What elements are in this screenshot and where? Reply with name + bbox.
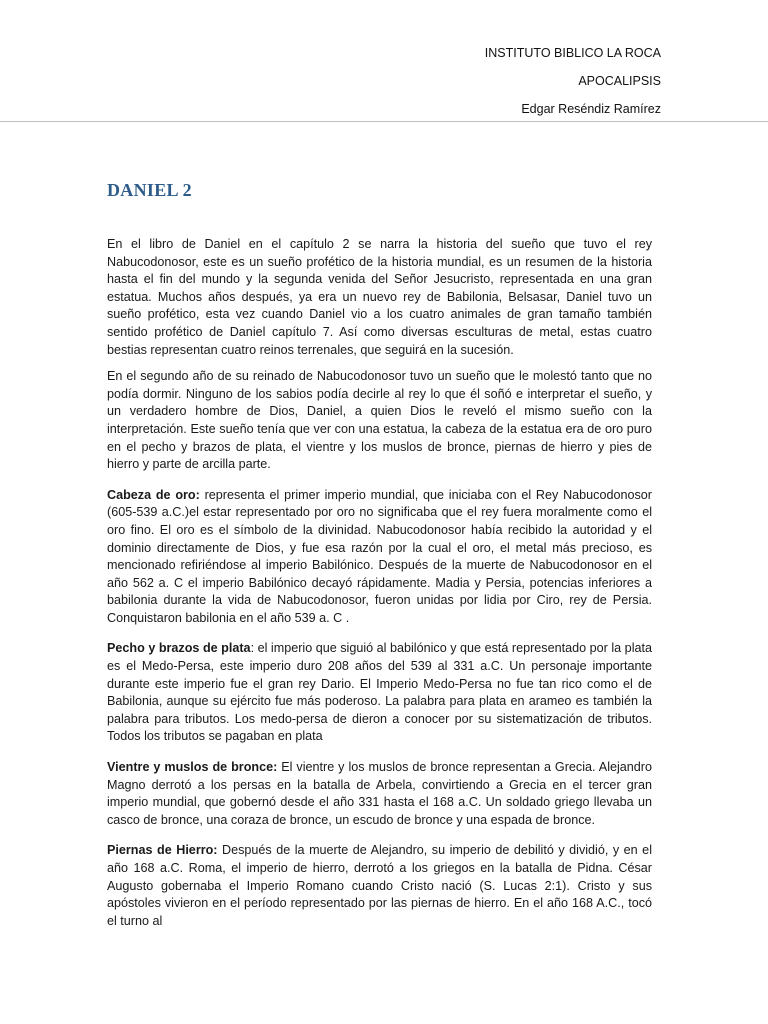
paragraph-gold-head bbox=[107, 487, 652, 628]
document-title: DANIEL 2 bbox=[107, 180, 192, 200]
paragraph-iron-legs bbox=[107, 842, 652, 930]
paragraph-gold-head-text: representa el primer imperio mundial, que iniciaba con el Rey Nabucodonosor (605-539 a.C.)el estar representado por oro no significaba que el rey fuera moralmente como el oro fino. El oro es el símbolo de la divinidad. Nabucodonosor había recibido la autoridad y el dominio directamente de Dios, y fue esa razón por la cual el oro, el metal más precioso, es mencionado refiriéndose al imperio Babilónico. Después de la muerte de Nabucodonosor en el año 562 a. C el imperio Babilónico decayó rápidamente. Madia y Persia, potencias inferiores a babilonia durante la vida de Nabucodonosor, fueron unidas por lidia por Ciro, rey de Persia. Conquistaron babilonia en el año 539 a. C . bbox=[107, 487, 652, 625]
paragraph-bronze-belly bbox=[107, 759, 652, 829]
header-institution: INSTITUTO BIBLICO LA ROCA bbox=[484, 46, 661, 60]
paragraph-dream-text: En el segundo año de su reinado de Nabucodonosor tuvo un sueño que le molestó tanto que no podía dormir. Ninguno de los sabios podía decirle al rey lo que él soñó e interpretar el sueño, y un verdadero hombre de Dios, Daniel, a quien Dios le reveló el mismo sueño con la interpretación. Este sueño tenía que ver con una estatua, la cabeza de la estatua era de oro puro en el pecho y brazos de plata, el vientre y los muslos de bronce, piernas de hierro y pies de hierro y parte de arcilla parte. bbox=[107, 369, 652, 472]
header-author: Edgar Reséndiz Ramírez bbox=[521, 102, 661, 116]
paragraph-gold-head-heading: Cabeza de oro: bbox=[107, 487, 200, 502]
paragraph-iron-legs-heading: Piernas de Hierro: bbox=[107, 843, 218, 858]
header-course: APOCALIPSIS bbox=[578, 74, 661, 88]
paragraph-iron-legs-text: Después de la muerte de Alejandro, su imperio de debilitó y dividió, y en el año 168 a.C. Roma, el imperio de hierro, derrotó a los griegos en la batalla de Pidna. César Augusto gobernaba el Imperio Romano cuando Cristo nació (S. Lucas 2:1). Cristo y sus apóstoles vivieron en el período representado por las piernas de hierro. En el año 168 A.C., tocó el turno al bbox=[107, 843, 652, 928]
document-body bbox=[107, 236, 652, 943]
paragraph-silver-chest-heading: Pecho y brazos de plata bbox=[107, 641, 251, 656]
paragraph-silver-chest bbox=[107, 640, 652, 746]
page-header bbox=[0, 0, 768, 122]
paragraph-bronze-belly-heading: Vientre y muslos de bronce: bbox=[107, 760, 278, 775]
paragraph-intro-text: En el libro de Daniel en el capítulo 2 se narra la historia del sueño que tuvo el rey Nabucodonosor, este es un sueño profético de la historia mundial, es un resumen de la historia hasta el fin del mundo y la segunda venida del Señor Jesucristo, representada en una gran estatua. Muchos años después, ya era un nuevo rey de Babilonia, Belsasar, Daniel tuvo un sueño profético, esta vez cuando Daniel vio a los cuatro animales de gran tamaño también sentido profético de Daniel capítulo 7. Así como diversas esculturas de metal, estas cuatro bestias representan cuatro reinos terrenales, que seguirá en la sucesión. bbox=[107, 237, 652, 357]
paragraph-dream bbox=[107, 368, 652, 474]
paragraph-silver-chest-text: : el imperio que siguió al babilónico y que está representado por la plata es el Medo-Persa, este imperio duro 208 años del 539 al 331 a.C. Un personaje importante durante este imperio fue el gran rey Dario. El Imperio Medo-Persa no fue tan rico como el de Babilonia, aunque su ejército fue más poderoso. La palabra para plata en arameo es también la palabra para tributos. Los medo-persa de dieron a conocer por su sistematización de tributos. Todos los tributos se pagaban en plata bbox=[107, 641, 652, 744]
paragraph-intro bbox=[107, 236, 652, 359]
paragraph-bronze-belly-text: El vientre y los muslos de bronce representan a Grecia. Alejandro Magno derrotó a los persas en la batalla de Arbela, convirtiendo a Grecia en el tercer gran imperio mundial, que gobernó desde el año 331 hasta el 168 a.C. Un soldado griego llevaba un casco de bronce, una coraza de bronce, un escudo de bronce y una espada de bronce. bbox=[107, 760, 653, 827]
